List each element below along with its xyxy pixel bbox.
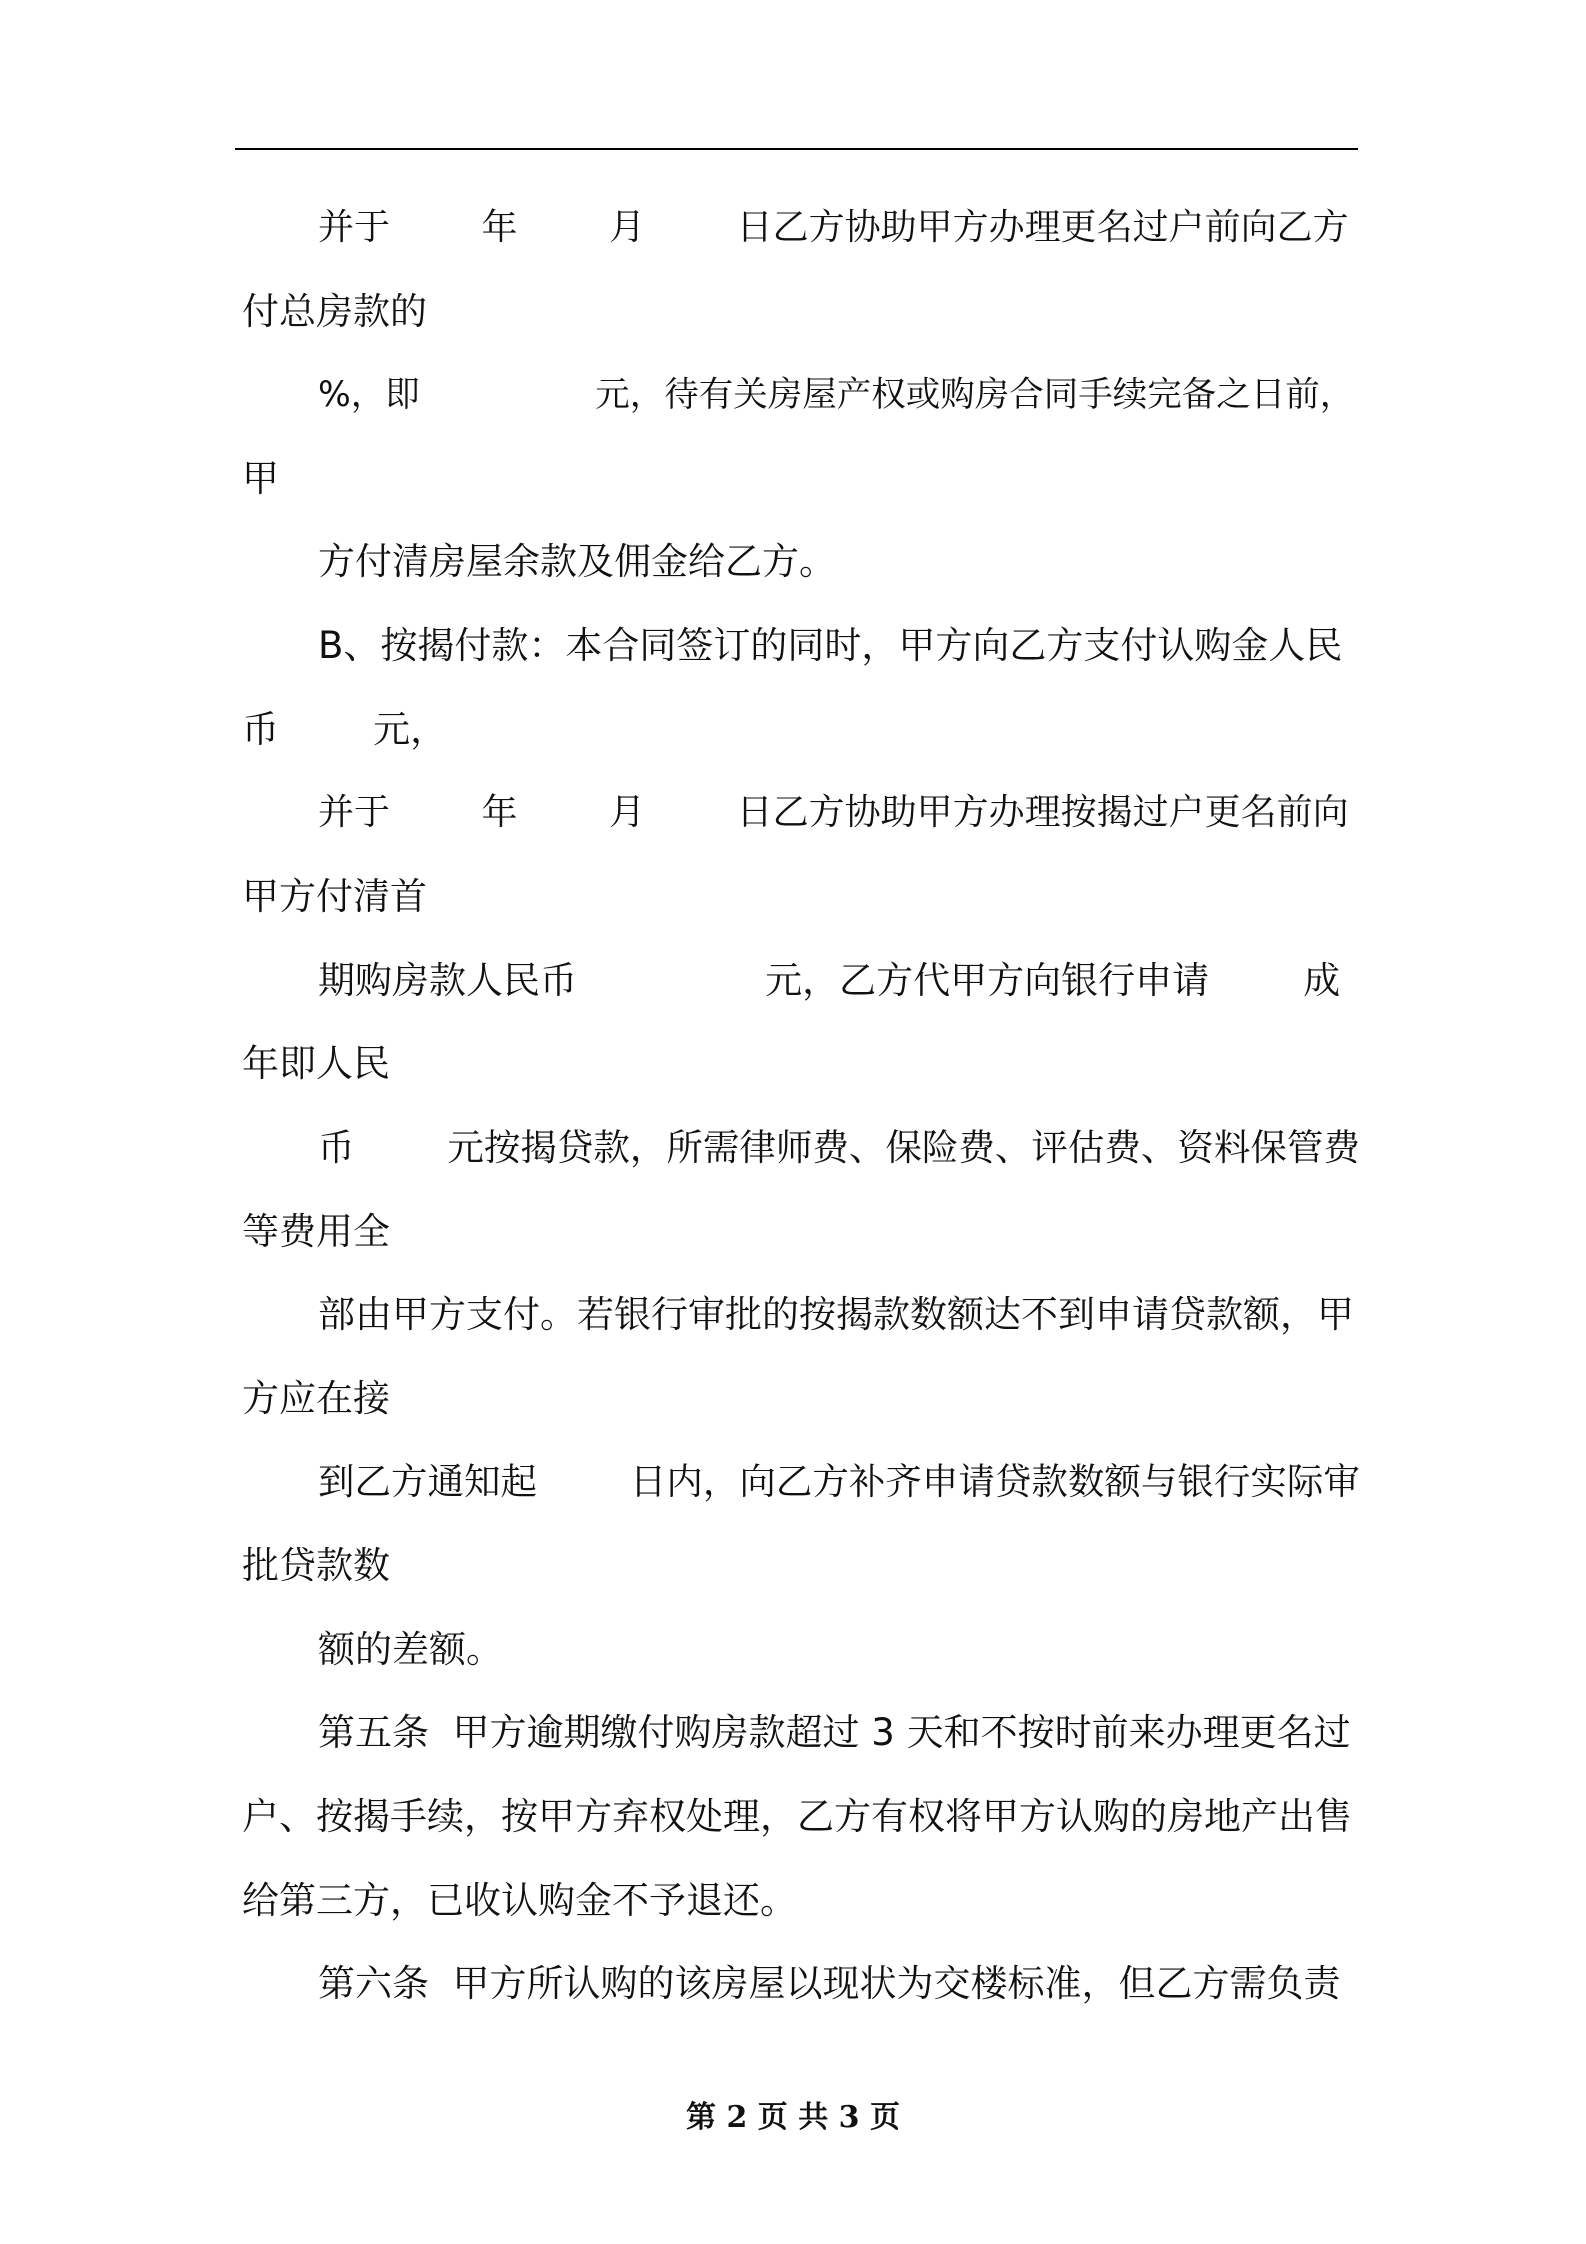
text-line: 到乙方通知起 日内，向乙方补齐申请贷款数额与银行实际审 [318,1460,1360,1503]
text-line: 给第三方，已收认购金不予退还。 [242,1879,797,1922]
text-line: 额的差额。 [318,1628,503,1671]
text-line: 期购房款人民币 元，乙方代甲方向银行申请 成 [318,959,1341,1002]
text-line: %，即 元，待有关房屋产权或购房合同手续完备之日前， [318,375,1355,415]
text-line: B、按揭付款：本合同签订的同时，甲方向乙方支付认购金人民 [318,624,1343,667]
text-line: 年即人民 [242,1042,390,1085]
text-line: 币 元， [242,708,448,751]
text-line: 第五条 甲方逾期缴付购房款超过 3 天和不按时前来办理更名过 [318,1711,1351,1754]
text-line: 币 元按揭贷款，所需律师费、保险费、评估费、资料保管费 [318,1126,1360,1169]
page-footer: 第 2 页 共 3 页 [686,2100,900,2135]
text-line: 方应在接 [242,1377,390,1420]
text-line: 并于 年 月 日乙方协助甲方办理按揭过户更名前向 [318,792,1349,833]
text-line: 第六条 甲方所认购的该房屋以现状为交楼标准，但乙方需负责 [318,1962,1341,2005]
text-line: 甲 [242,457,279,500]
text-line: 甲方付清首 [242,875,427,918]
text-line: 户、按揭手续，按甲方弃权处理，乙方有权将甲方认购的房地产出售 [242,1795,1352,1838]
text-line: 付总房款的 [242,290,427,333]
text-line: 批贷款数 [242,1544,390,1587]
text-line: 部由甲方支付。若银行审批的按揭款数额达不到申请贷款额，甲 [318,1293,1354,1336]
text-line: 等费用全 [242,1210,390,1253]
header-rule [235,148,1358,150]
text-line: 并于 年 月 日乙方协助甲方办理更名过户前向乙方 [318,207,1349,248]
text-line: 方付清房屋余款及佣金给乙方。 [318,540,836,583]
